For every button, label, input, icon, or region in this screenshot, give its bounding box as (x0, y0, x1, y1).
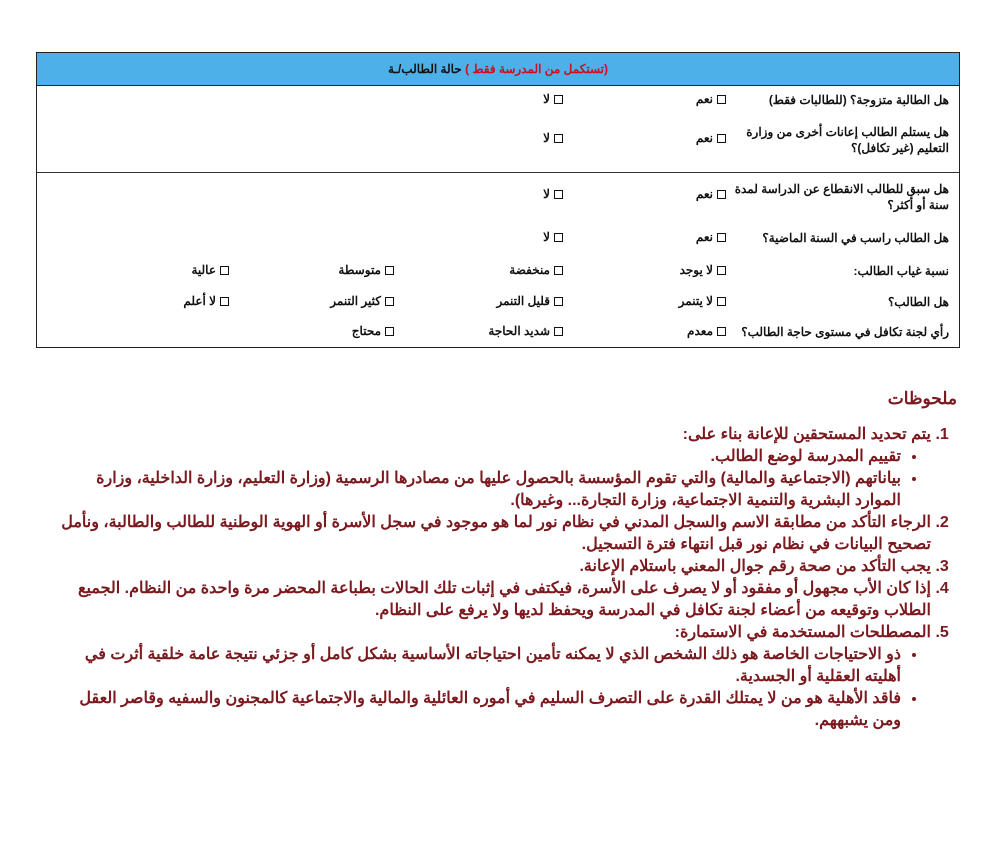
checkbox-icon[interactable] (554, 95, 563, 104)
option-label: نعم (695, 131, 713, 145)
question-married: هل الطالبة متزوجة؟ (للطالبات فقط) (768, 93, 949, 107)
option-label: منخفضة (509, 263, 550, 277)
checkbox-icon[interactable] (717, 190, 726, 199)
checkbox-icon[interactable] (554, 297, 563, 306)
note-sublist (57, 644, 931, 732)
option-label: معدم (687, 324, 713, 338)
checkbox-icon[interactable] (220, 266, 229, 275)
option-no[interactable] (543, 131, 563, 145)
form-row-absence (37, 255, 959, 288)
checkbox-icon[interactable] (554, 190, 563, 199)
option-label: قليل التنمر (496, 294, 550, 308)
checkbox-icon[interactable] (717, 233, 726, 242)
option-none[interactable] (680, 263, 726, 277)
note-item (57, 424, 931, 512)
checkbox-icon[interactable] (554, 327, 563, 336)
form-row-need-level (37, 318, 959, 348)
option-yes[interactable] (696, 230, 726, 244)
form-header-title: حالة الطالب/ـة (388, 62, 462, 76)
note-sublist (57, 446, 931, 512)
option-label: لا أعلم (183, 294, 216, 308)
note-item: 3. يجب التأكد من صحة رقم جوال المعني باستلام الإعانة. (57, 556, 931, 578)
form-row-married (37, 86, 959, 114)
option-label: متوسطة (338, 263, 381, 277)
form-row-bullying (37, 288, 959, 318)
notes-title: ملحوظات (887, 389, 957, 408)
note-bullet: • ذو الاحتياجات الخاصة هو ذلك الشخص الذي لا يمكنه تأمين احتياجاته الأساسية بشكل كامل أو جزئي نتيجة عامة خلقية أثرت في أهليته العقلية أو الجسدية. (57, 644, 901, 688)
checkbox-icon[interactable] (717, 134, 726, 143)
question-absence: نسبة غياب الطالب: (853, 264, 949, 278)
checkbox-icon[interactable] (385, 327, 394, 336)
note-item (57, 622, 931, 732)
note-item: 2. الرجاء التأكد من مطابقة الاسم والسجل المدني في نظام نور لما هو موجود في سجل الأسرة أو الهوية الوطنية للطالب والطالبة، ونأمل تصحيح البيانات في نظام نور قبل انتهاء فترة التسجيل. (57, 512, 931, 556)
option-yes[interactable] (696, 92, 726, 106)
question-need-level: رأي لجنة تكافل في مستوى حاجة الطالب؟ (741, 325, 949, 339)
checkbox-icon[interactable] (717, 327, 726, 336)
checkbox-icon[interactable] (717, 297, 726, 306)
student-status-form (36, 52, 960, 348)
option-label: نعم (695, 92, 713, 106)
option-dont-know[interactable] (183, 294, 229, 308)
option-yes[interactable] (696, 187, 726, 201)
form-row-failed (37, 221, 959, 255)
checkbox-icon[interactable] (554, 134, 563, 143)
checkbox-icon[interactable] (717, 266, 726, 275)
option-label: لا يتنمر (678, 294, 713, 308)
option-label: لا (543, 131, 550, 145)
option-needy[interactable] (352, 324, 394, 338)
option-label: كثير التنمر (330, 294, 381, 308)
form-row-interruption (37, 173, 959, 221)
question-failed: هل الطالب راسب في السنة الماضية؟ (762, 231, 949, 245)
note-text: يتم تحديد المستحقين للإعانة بناء على: (682, 426, 931, 443)
option-label: محتاج (351, 324, 381, 338)
option-rarely-bully[interactable] (496, 294, 563, 308)
option-label: لا (543, 92, 550, 106)
form-header-subtitle: ( تستكمل من المدرسة فقط) (465, 62, 608, 76)
form-row-other-subsidies (37, 114, 959, 173)
option-label: لا (543, 230, 550, 244)
option-severe-need[interactable] (488, 324, 563, 338)
question-other-subsidies: هل يستلم الطالب إعانات أخرى من وزارة التعليم (غير تكافل)؟ (746, 125, 949, 155)
option-label: عالية (191, 263, 216, 277)
checkbox-icon[interactable] (554, 266, 563, 275)
option-label: لا (543, 187, 550, 201)
option-no[interactable] (543, 92, 563, 106)
checkbox-icon[interactable] (385, 266, 394, 275)
note-bullet: • بياناتهم (الاجتماعية والمالية) والتي تقوم المؤسسة بالحصول عليها من مصادرها الرسمية (وزارة التعليم، وزارة الداخلية، وزارة الموارد البشرية والتنمية الاجتماعية، وزارة التجارة... وغيرها). (57, 468, 901, 512)
note-bullet: • تقييم المدرسة لوضع الطالب. (57, 446, 901, 468)
notes-list (57, 424, 957, 732)
option-not-bully[interactable] (679, 294, 726, 308)
notes-section (57, 388, 957, 732)
option-label: نعم (695, 230, 713, 244)
option-medium[interactable] (338, 263, 394, 277)
note-bullet: • فاقد الأهلية هو من لا يمتلك القدرة على التصرف السليم في أموره العائلية والمالية والاجتماعية كالمجنون والسفيه وقاصر العقل ومن يشبههم. (57, 688, 901, 732)
checkbox-icon[interactable] (554, 233, 563, 242)
option-yes[interactable] (696, 131, 726, 145)
note-text: المصطلحات المستخدمة في الاستمارة: (674, 624, 931, 641)
option-destitute[interactable] (687, 324, 726, 338)
option-no[interactable] (543, 187, 563, 201)
checkbox-icon[interactable] (717, 95, 726, 104)
option-often-bully[interactable] (330, 294, 394, 308)
option-label: نعم (695, 187, 713, 201)
form-header (37, 53, 959, 86)
option-high[interactable] (191, 263, 229, 277)
note-item: 4. إذا كان الأب مجهول أو مفقود أو لا يصرف على الأسرة، فيكتفى في إثبات تلك الحالات بطباعة المحضر مرة واحدة من النظام. الجميع الطلاب وتوقيعه من أعضاء لجنة تكافل في المدرسة ويحفظ لديها ولا يرفع على النظام. (57, 578, 931, 622)
question-bullying: هل الطالب؟ (887, 295, 949, 309)
question-interruption: هل سبق للطالب الانقطاع عن الدراسة لمدة سنة أو أكثر؟ (734, 182, 949, 212)
option-label: شديد الحاجة (488, 324, 550, 338)
checkbox-icon[interactable] (385, 297, 394, 306)
option-low[interactable] (509, 263, 563, 277)
option-no[interactable] (543, 230, 563, 244)
option-label: لا يوجد (679, 263, 713, 277)
checkbox-icon[interactable] (220, 297, 229, 306)
